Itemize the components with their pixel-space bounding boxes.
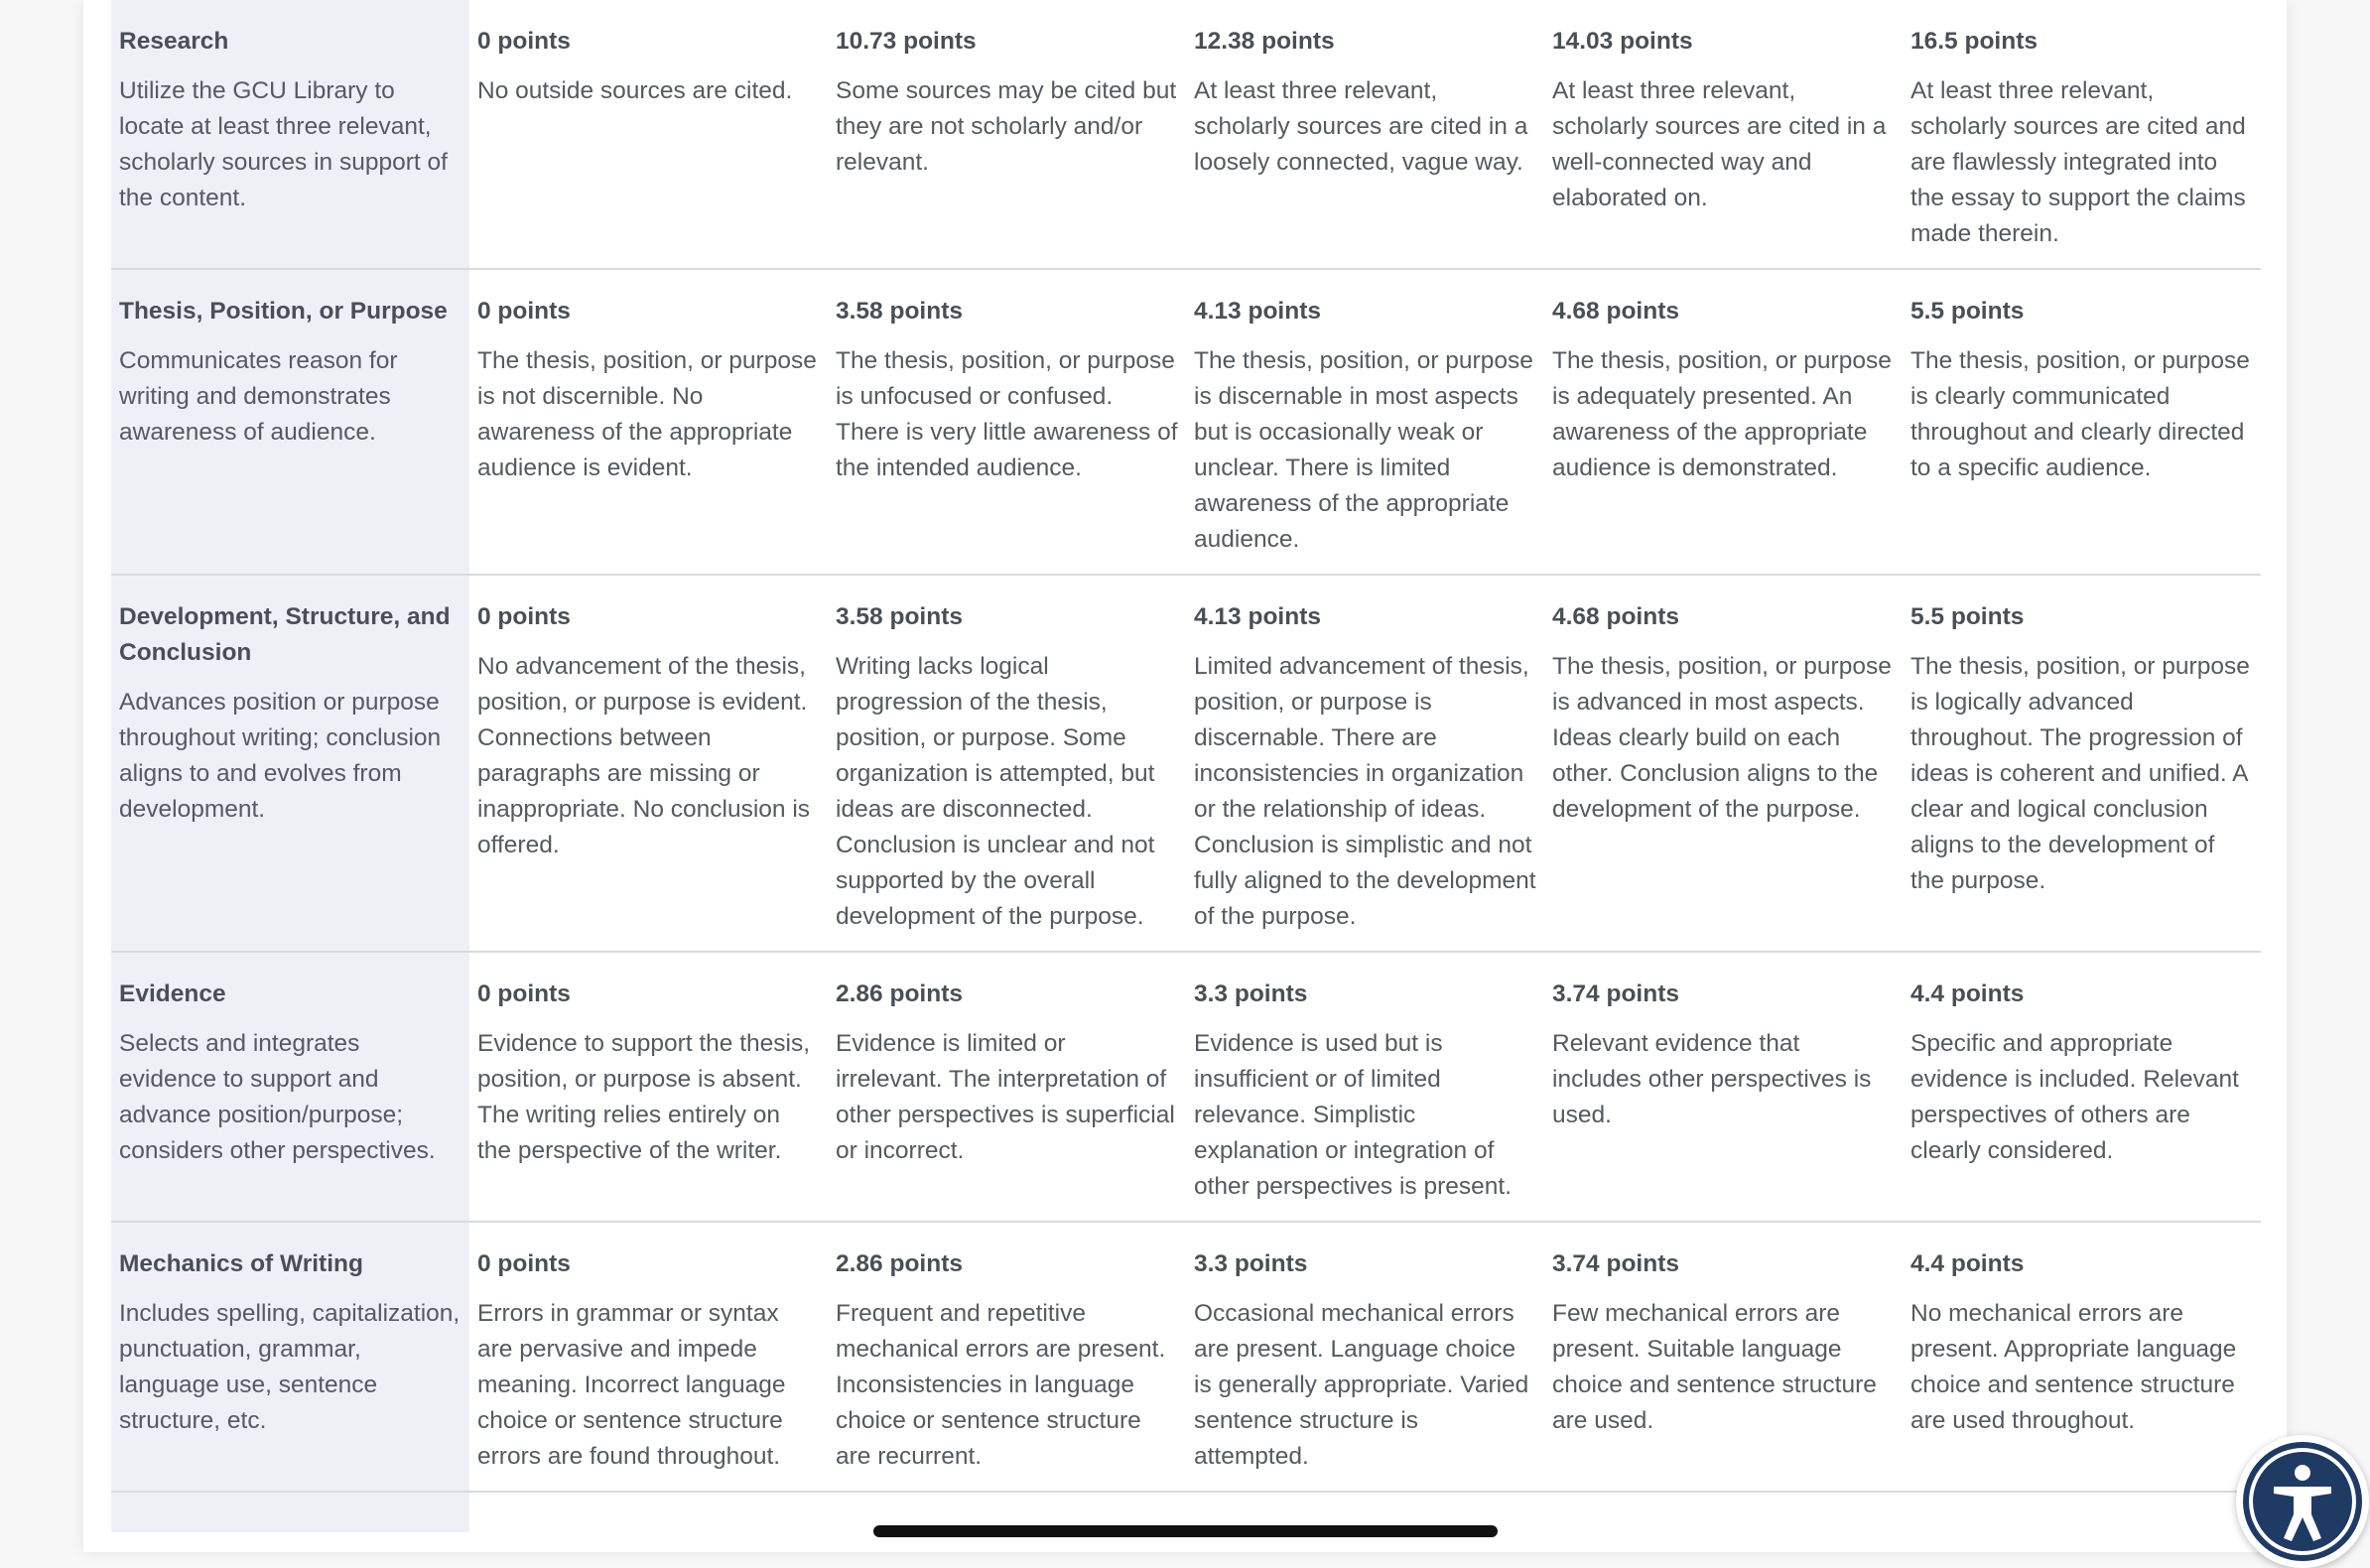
level-description: Writing lacks logical progression of the thesis, position, or purpose. Some organization is attempted, but ideas are disconnected. Conclusion is unclear and not supported by the overall development of the purpose.: [836, 653, 1155, 930]
criterion-description: Selects and integrates evidence to support and advance position/purpose; considers other perspectives.: [119, 1030, 436, 1164]
level-points: 4.4 points: [1910, 980, 2025, 1007]
criterion-title: Thesis, Position, or Purpose: [119, 298, 448, 325]
level-points: 0 points: [477, 298, 571, 325]
level-points: 14.03 points: [1552, 28, 1693, 55]
level-points: 3.58 points: [836, 298, 963, 325]
level-cell: [469, 269, 828, 575]
level-points: 3.74 points: [1552, 980, 1679, 1007]
level-description: No advancement of the thesis, position, or purpose is evident. Connections between paragraphs are missing or inappropriate. No conclusion is offered.: [477, 653, 811, 858]
criterion-cell: [111, 269, 469, 575]
level-cell: [1903, 0, 2261, 269]
level-cell: [1186, 575, 1544, 952]
accessibility-button[interactable]: [2236, 1435, 2369, 1568]
level-description: Occasional mechanical errors are present. Language choice is generally appropriate. Varied sentence structure is attempted.: [1194, 1300, 1529, 1470]
level-cell: [469, 1222, 828, 1492]
level-description: The thesis, position, or purpose is advanced in most aspects. Ideas clearly build on each other. Conclusion aligns to the development of the purpose.: [1552, 653, 1892, 823]
level-cell: [1903, 952, 2261, 1222]
level-description: The thesis, position, or purpose is unfocused or confused. There is very little awareness of the intended audience.: [836, 347, 1178, 481]
criterion-cell: [111, 952, 469, 1222]
rubric-body: [111, 0, 2261, 1532]
level-cell: [828, 1222, 1186, 1492]
level-cell: [828, 575, 1186, 952]
level-cell: [1903, 1222, 2261, 1492]
rubric-row-mechanics: [111, 1222, 2261, 1492]
level-cell: [1544, 1222, 1903, 1492]
level-points: 0 points: [477, 1250, 571, 1277]
level-description: Some sources may be cited but they are not scholarly and/or relevant.: [836, 77, 1177, 176]
level-points: 4.4 points: [1910, 1250, 2025, 1277]
level-description: At least three relevant, scholarly sources are cited in a well-connected way and elaborated on.: [1552, 77, 1887, 211]
level-cell: [469, 0, 828, 269]
level-cell: [1186, 1222, 1544, 1492]
level-cell: [1544, 952, 1903, 1222]
level-cell: [1903, 575, 2261, 952]
level-cell: [828, 0, 1186, 269]
level-points: 4.13 points: [1194, 298, 1321, 325]
level-description: Few mechanical errors are present. Suitable language choice and sentence structure are used.: [1552, 1300, 1877, 1434]
level-points: 5.5 points: [1910, 298, 2025, 325]
criterion-title: Research: [119, 28, 229, 55]
level-points: 10.73 points: [836, 28, 977, 55]
level-description: The thesis, position, or purpose is clearly communicated throughout and clearly directed to a specific audience.: [1910, 347, 2250, 481]
level-cell: [1186, 952, 1544, 1222]
rubric-row-research: [111, 0, 2261, 269]
level-description: Evidence to support the thesis, position, or purpose is absent. The writing relies entirely on the perspective of the writer.: [477, 1030, 811, 1164]
level-points: 16.5 points: [1910, 28, 2038, 55]
rubric-table: [111, 0, 2261, 1532]
criterion-description: Advances position or purpose throughout writing; conclusion aligns to and evolves from development.: [119, 689, 442, 823]
level-cell: [1186, 0, 1544, 269]
criterion-cell: [111, 1492, 469, 1532]
level-cell: [828, 952, 1186, 1222]
level-points: 0 points: [477, 980, 571, 1007]
level-cell: [469, 952, 828, 1222]
rubric-row-evidence: [111, 952, 2261, 1222]
rubric-row-thesis: [111, 269, 2261, 575]
level-points: 5.5 points: [1910, 603, 2025, 630]
level-cell: [1186, 269, 1544, 575]
level-cell: [1544, 1492, 1903, 1532]
level-description: The thesis, position, or purpose is logically advanced throughout. The progression of ideas is coherent and unified. A clear and logical conclusion aligns to the development of the purpose.: [1910, 653, 2250, 894]
level-description: Errors in grammar or syntax are pervasive and impede meaning. Incorrect language choice or sentence structure errors are found throughout.: [477, 1300, 786, 1470]
level-description: The thesis, position, or purpose is discernable in most aspects but is occasionally weak or unclear. There is limited awareness of the appropriate audience.: [1194, 347, 1533, 553]
level-points: 3.3 points: [1194, 980, 1308, 1007]
criterion-title: Evidence: [119, 980, 226, 1007]
accessibility-icon: [2236, 1435, 2369, 1568]
criterion-title: Development, Structure, and Conclusion: [119, 603, 451, 666]
level-cell: [1544, 575, 1903, 952]
level-points: 0 points: [477, 28, 571, 55]
level-description: Evidence is limited or irrelevant. The interpretation of other perspectives is superficial or incorrect.: [836, 1030, 1175, 1164]
criterion-cell: [111, 575, 469, 952]
level-description: Evidence is used but is insufficient or of limited relevance. Simplistic explanation or integration of other perspectives is present.: [1194, 1030, 1513, 1200]
level-points: 4.68 points: [1552, 603, 1679, 630]
level-points: 3.74 points: [1552, 1250, 1679, 1277]
criterion-description: Utilize the GCU Library to locate at least three relevant, scholarly sources in support of the content.: [119, 77, 448, 211]
level-points: 4.13 points: [1194, 603, 1321, 630]
level-cell: [828, 269, 1186, 575]
level-cell: [469, 1492, 828, 1532]
level-cell: [1544, 0, 1903, 269]
level-description: No outside sources are cited.: [477, 77, 793, 104]
level-description: At least three relevant, scholarly sources are cited and are flawlessly integrated into the essay to support the claims made therein.: [1910, 77, 2246, 247]
level-points: 2.86 points: [836, 1250, 963, 1277]
level-cell: [469, 575, 828, 952]
level-description: Limited advancement of thesis, position, or purpose is discernable. There are inconsistencies in organization or the relationship of ideas. Conclusion is simplistic and not fully aligned to the development of the purpose.: [1194, 653, 1536, 930]
level-points: 12.38 points: [1194, 28, 1335, 55]
level-points: 0 points: [477, 603, 571, 630]
home-indicator-bar: [873, 1525, 1498, 1537]
level-points: 2.86 points: [836, 980, 963, 1007]
level-points: 3.3 points: [1194, 1250, 1308, 1277]
criterion-cell: [111, 1222, 469, 1492]
level-description: Specific and appropriate evidence is included. Relevant perspectives of others are clearly considered.: [1910, 1030, 2239, 1164]
level-points: 4.68 points: [1552, 298, 1679, 325]
level-description: Relevant evidence that includes other perspectives is used.: [1552, 1030, 1872, 1128]
criterion-title: Mechanics of Writing: [119, 1250, 363, 1277]
criterion-description: Includes spelling, capitalization, punctuation, grammar, language use, sentence structure, etc.: [119, 1300, 461, 1434]
level-points: 3.58 points: [836, 603, 963, 630]
level-description: No mechanical errors are present. Appropriate language choice and sentence structure are used throughout.: [1910, 1300, 2237, 1434]
criterion-description: Communicates reason for writing and demonstrates awareness of audience.: [119, 347, 398, 446]
criterion-cell: [111, 0, 469, 269]
level-description: The thesis, position, or purpose is not discernible. No awareness of the appropriate audience is evident.: [477, 347, 817, 481]
level-cell: [1544, 269, 1903, 575]
rubric-row-development: [111, 575, 2261, 952]
level-description: At least three relevant, scholarly sources are cited in a loosely connected, vague way.: [1194, 77, 1528, 176]
level-description: The thesis, position, or purpose is adequately presented. An awareness of the appropriate audience is demonstrated.: [1552, 347, 1892, 481]
level-cell: [1903, 1492, 2261, 1532]
level-description: Frequent and repetitive mechanical errors are present. Inconsistencies in language choice or sentence structure are recurrent.: [836, 1300, 1166, 1470]
level-cell: [1903, 269, 2261, 575]
